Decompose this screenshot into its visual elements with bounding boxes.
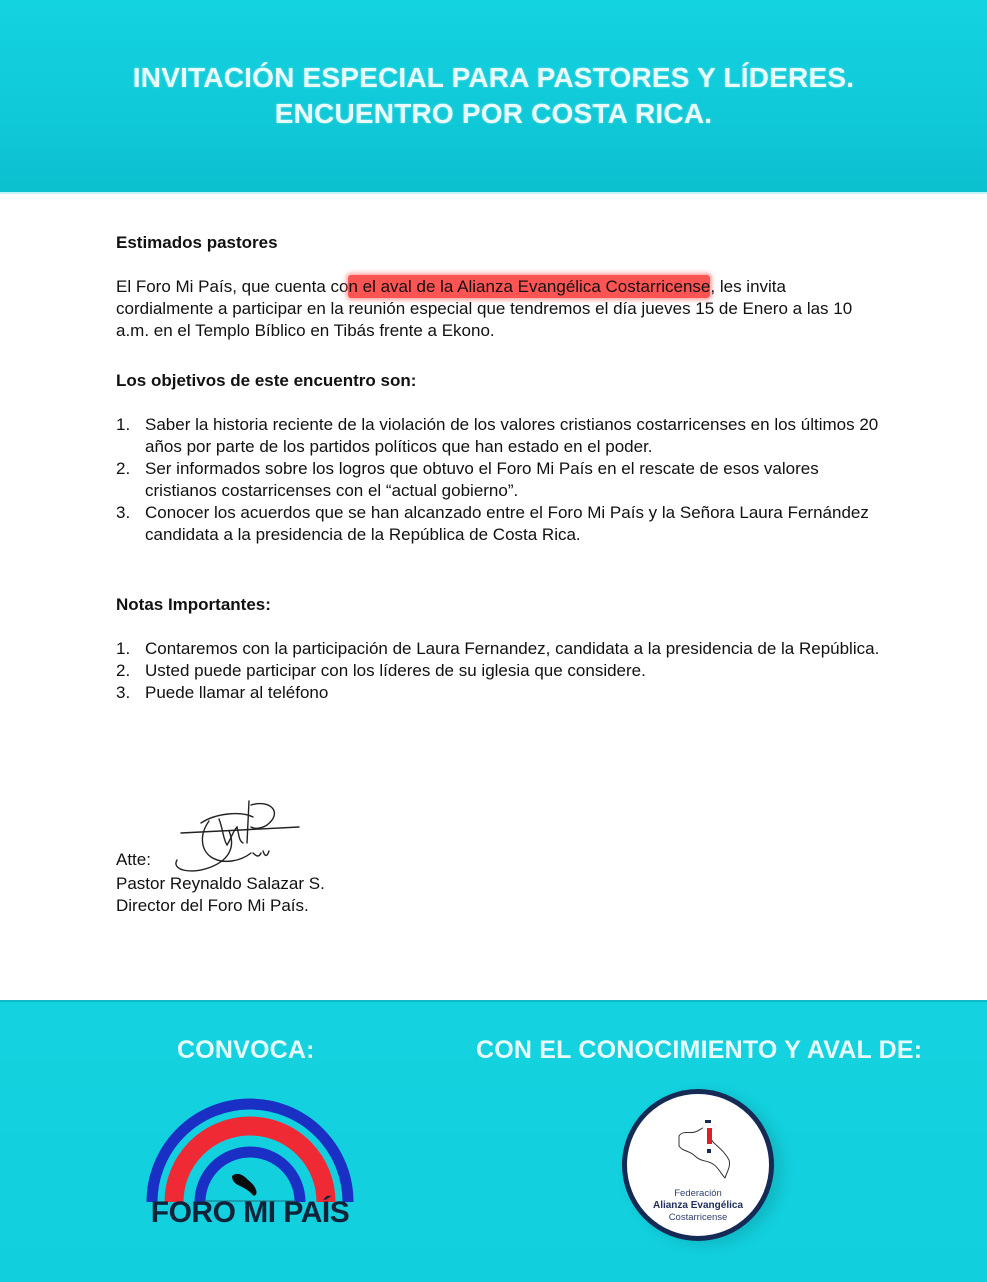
list-number: 2. <box>116 661 131 680</box>
list-text: Usted puede participar con los líderes de su iglesia que considere. <box>145 661 646 680</box>
letter-body <box>116 232 886 704</box>
list-item <box>116 458 886 502</box>
list-item <box>116 502 886 546</box>
header-title-line-2: ENCUENTRO POR COSTA RICA. <box>274 98 713 129</box>
list-number: 3. <box>116 503 131 522</box>
header-title-line-1: INVITACIÓN ESPECIAL PARA PASTORES Y LÍDERES. <box>132 62 855 93</box>
invitation-header <box>0 0 987 194</box>
signer-role: Director del Foro Mi País. <box>116 896 309 915</box>
signature-block <box>116 795 436 920</box>
foro-logo-text: FORO MI PAÍS <box>150 1196 350 1229</box>
list-text: Conocer los acuerdos que se han alcanzado entre el Foro Mi País y la Señora Laura Fernández candidata a la presidencia de la República de Costa Rica. <box>145 503 869 544</box>
list-text: Saber la historia reciente de la violación de los valores cristianos costarricenses en los últimos 20 años por parte de los partidos políticos que han estado en el poder. <box>145 415 879 456</box>
rainbow-arcs-icon <box>140 1094 360 1204</box>
list-number: 1. <box>116 639 131 658</box>
notes-title: Notas Importantes: <box>116 595 271 614</box>
alianza-logo-text <box>627 1188 769 1224</box>
list-item <box>116 638 886 660</box>
closing-atte: Atte: <box>116 850 151 869</box>
list-item <box>116 414 886 458</box>
signer-info <box>116 873 325 917</box>
list-number: 2. <box>116 459 131 478</box>
list-item <box>116 660 886 682</box>
list-text: Puede llamar al teléfono <box>145 683 329 702</box>
footer-band <box>0 1000 987 1282</box>
list-item <box>116 682 886 704</box>
aval-label: CON EL CONOCIMIENTO Y AVAL DE: <box>476 1036 923 1064</box>
list-number: 1. <box>116 415 131 434</box>
list-text: Ser informados sobre los logros que obtuvo el Foro Mi País en el rescate de esos valores cristianos costarricenses con el “actual gobierno”. <box>145 459 819 500</box>
alianza-evangelica-logo <box>622 1089 774 1241</box>
objectives-title: Los objetivos de este encuentro son: <box>116 371 417 390</box>
intro-paragraph <box>116 276 886 342</box>
intro-text-end: , les invita cordialmente a participar en la reunión especial que tendremos el día jueves 15 de Enero a las 10 a.m. en el Templo Bíblico en Tibás frente a Ekono. <box>116 277 853 340</box>
list-number: 3. <box>116 683 131 702</box>
foro-mi-pais-logo <box>140 1094 360 1244</box>
costa-rica-map-icon <box>232 1174 257 1196</box>
costa-rica-outline-icon <box>675 1116 735 1186</box>
list-text: Contaremos con la participación de Laura Fernandez, candidata a la presidencia de la República. <box>145 639 880 658</box>
convoca-label: CONVOCA: <box>177 1036 315 1064</box>
objectives-list <box>116 414 886 546</box>
signer-name: Pastor Reynaldo Salazar S. <box>116 874 325 893</box>
alianza-line-1: Federación <box>674 1188 722 1199</box>
notes-list <box>116 638 886 704</box>
highlighted-endorsement: n el aval de la Alianza Evangélica Costarricense <box>348 277 711 296</box>
intro-text-start: El Foro Mi País, que cuenta co <box>116 277 349 296</box>
greeting: Estimados pastores <box>116 233 278 252</box>
alianza-line-3: Costarricense <box>668 1212 728 1223</box>
alianza-line-2: Alianza Evangélica <box>652 1200 744 1211</box>
handwritten-signature-icon <box>171 795 311 875</box>
